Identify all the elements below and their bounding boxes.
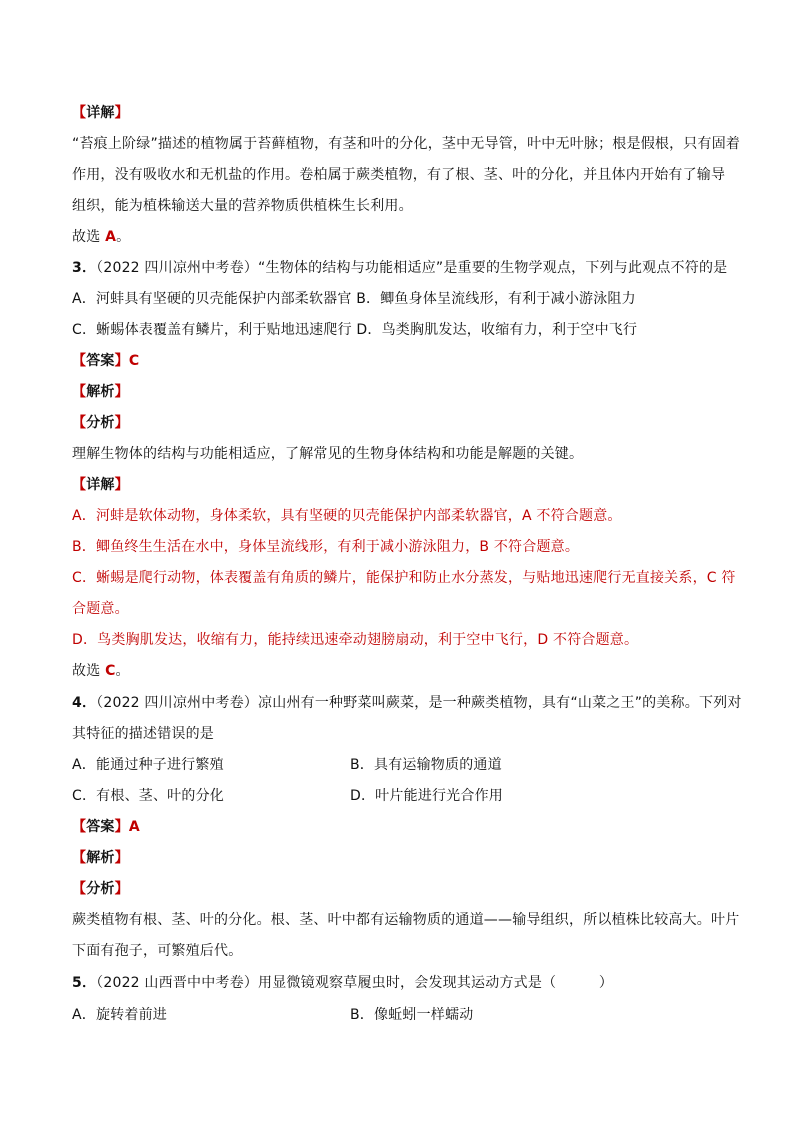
answer-letter: A <box>128 819 140 835</box>
detail-option-c: C．蜥蜴是爬行动物，体表覆盖有角质的鳞片，能保护和防止水分蒸发，与贴地迅速爬行无直接关系，C 符 <box>72 570 736 586</box>
question-3-stem: 3．（2022 四川凉州中考卷）“生物体的结构与功能相适应”是重要的生物学观点，下列与此观点不符的是 <box>72 260 728 276</box>
option-a: A．旋转着前进 <box>72 1007 167 1023</box>
detail-option-c-cont: 合题意。 <box>72 601 129 617</box>
fenxi-heading: 【分析】 <box>72 881 129 897</box>
answer-letter: C <box>128 353 140 369</box>
detail-heading: 【详解】 <box>72 105 129 121</box>
detail-text-line: “苔痕上阶绿”描述的植物属于苔藓植物，有茎和叶的分化，茎中无导管，叶中无叶脉；根是假根，只有固着 <box>72 136 741 152</box>
question-3-options-cd: C．蜥蜴体表覆盖有鳞片，利于贴地迅速爬行 D．鸟类胸肌发达，收缩有力，利于空中飞行 <box>72 322 638 338</box>
detail-text-line: 作用，没有吸收水和无机盐的作用。卷柏属于蕨类植物，有了根、茎、叶的分化，并且体内开始有了输导 <box>72 167 726 183</box>
choose-answer: 故选 C。 <box>72 663 130 679</box>
fenxi-heading: 【分析】 <box>72 415 129 431</box>
detail-option-a: A．河蚌是软体动物，身体柔软，具有坚硬的贝壳能保护内部柔软器官，A 不符合题意。 <box>72 508 622 524</box>
answer-heading: 【答案】C <box>72 353 140 369</box>
question-4-options-ab <box>72 755 722 775</box>
fenxi-text: 蕨类植物有根、茎、叶的分化。根、茎、叶中都有运输物质的通道——输导组织，所以植株比较高大。叶片 <box>72 912 740 928</box>
question-4-stem-cont: 其特征的描述错误的是 <box>72 726 214 742</box>
question-5-stem: 5．（2022 山西晋中中考卷）用显微镜观察草履虫时，会发现其运动方式是（ ） <box>72 975 614 991</box>
analysis-heading: 【解析】 <box>72 850 129 866</box>
question-4-stem: 4．（2022 四川凉州中考卷）凉山州有一种野菜叫蕨菜，是一种蕨类植物，具有“山菜之王”的美称。下列对 <box>72 695 742 711</box>
choose-letter: C <box>105 663 116 679</box>
option-b: B．具有运输物质的通道 <box>350 757 502 773</box>
question-5-options-ab <box>72 1005 722 1025</box>
detail-heading: 【详解】 <box>72 477 129 493</box>
fenxi-text: 理解生物体的结构与功能相适应，了解常见的生物身体结构和功能是解题的关键。 <box>72 446 584 462</box>
option-c: C．有根、茎、叶的分化 <box>72 788 224 804</box>
detail-text-line: 组织，能为植株输送大量的营养物质供植株生长利用。 <box>72 198 413 214</box>
choose-answer: 故选 A。 <box>72 229 131 245</box>
option-d: D．叶片能进行光合作用 <box>350 788 503 804</box>
fenxi-text-cont: 下面有孢子，可繁殖后代。 <box>72 943 243 959</box>
option-b: B．像蚯蚓一样蠕动 <box>350 1007 474 1023</box>
detail-option-b: B．鲫鱼终生生活在水中，身体呈流线形，有利于减小游泳阻力，B 不符合题意。 <box>72 539 580 555</box>
question-3-options-ab: A．河蚌具有坚硬的贝壳能保护内部柔软器官 B．鲫鱼身体呈流线形，有利于减小游泳阻力 <box>72 291 636 307</box>
analysis-heading: 【解析】 <box>72 384 129 400</box>
option-a: A．能通过种子进行繁殖 <box>72 757 224 773</box>
choose-letter: A <box>105 229 117 245</box>
answer-heading: 【答案】A <box>72 819 140 835</box>
detail-option-d: D．鸟类胸肌发达，收缩有力，能持续迅速牵动翅膀扇动，利于空中飞行，D 不符合题意。 <box>72 632 639 648</box>
question-4-options-cd <box>72 786 722 806</box>
